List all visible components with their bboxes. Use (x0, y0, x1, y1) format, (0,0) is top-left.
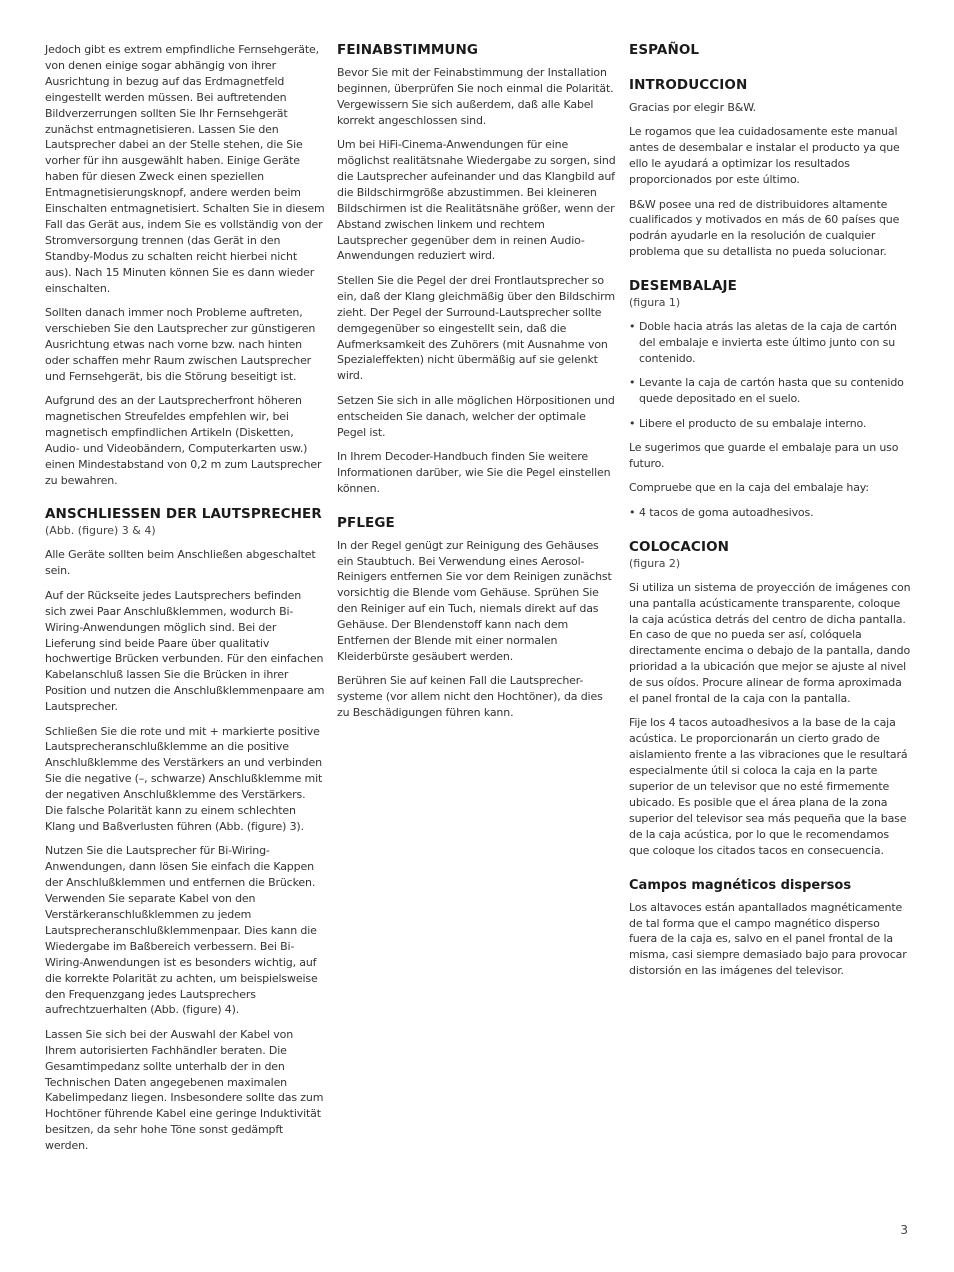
bullet-item: • Doble hacia atrás las aletas de la caja de cartón del embalaje e invierta este último junto con su contenido. (629, 319, 911, 367)
section-pflege (337, 515, 617, 721)
section-campos-magneticos (629, 877, 911, 980)
paragraph: Los altavoces están apantallados magnéticamente de tal forma que el campo magnético disperso fuera de la caja es, salvo en el panel frontal de la misma, casi siempre demasiado bajo para provocar distorsión en las imágenes del televisor. (629, 900, 907, 978)
section-heading: DESEMBALAJE (629, 278, 737, 295)
paragraph: Lassen Sie sich bei der Auswahl der Kabel von Ihrem autorisierten Fachhändler beraten. Die Gesamtimpedanz sollte unterhalb der in den Technischen Daten angegebenen maximalen Kabelimpedanz liegen. Insbesondere sollte das zum Hochtöner führende Kabel eine geringe Induktivität besitzen, da sehr hohe Töne sonst gedämpft werden. (45, 1027, 324, 1153)
paragraph: Auf der Rückseite jedes Lautsprechers befinden sich zwei Paar Anschlußklemmen, wodurch Bi-Wiring-Anwendungen möglich sind. Bei der Lieferung sind beide Paare über qualitativ hochwertige Brücken verbunden. Für den einfachen Kabelanschluß lassen Sie die Brücken in ihrer Position und nutzen die Anschlußklemmenpaare am Lautsprecher. (45, 588, 325, 714)
paragraph: Aufgrund des an der Lautsprecherfront höheren magnetischen Streufeldes empfehlen wir, bei magnetisch empfindlichen Artikeln (Disketten, Audio- und Videobändern, Computerkarten usw.) einen Mindestabstand von 0,2 m zum Lautsprecher zu bewahren. (45, 394, 322, 487)
figure-reference: (Abb. (figure) 3 & 4) (45, 524, 156, 538)
section-heading: INTRODUCCION (629, 77, 748, 93)
column-german-1 (45, 42, 325, 1163)
column-german-2 (337, 42, 617, 730)
section-colocacion (629, 539, 911, 859)
bullet-item: • Libere el producto de su embalaje interno. (629, 416, 911, 432)
page-number: 3 (900, 1223, 908, 1237)
paragraph: Gracias por elegir B&W. (629, 101, 757, 114)
section-language-title (629, 42, 911, 59)
paragraph: Schließen Sie die rote und mit + markierte positive Lautsprecheranschlußklemme an die positive Anschlußklemme des Verstärkers an und verbinden Sie die negative (–, schwarze) Anschlußklemme mit der negativen Anschlußklemme des Verstärkers. Die falsche Polarität kann zu einem schlechten Klang und Baßverlusten führen (Abb. (figure) 3). (45, 724, 323, 833)
section-tv-interference (45, 42, 325, 488)
paragraph: B&W posee una red de distribuidores altamente cualificados y motivados en más de 60 países que podrán ayudarle en la resolución de cualquier problema que su detallista no pueda solucionar. (629, 197, 900, 259)
section-heading: PFLEGE (337, 514, 395, 531)
language-heading: ESPAÑOL (629, 42, 700, 58)
paragraph: Jedoch gibt es extrem empfindliche Fernsehgeräte, von denen einige sogar abhängig von ihrer Ausrichtung in bezug auf das Erdmagnetfeld eingestellt werden müssen. Bei auftretenden Bildverzerrungen sollten Sie Ihr Fernsehgerät zunächst entmagnetisieren. Lassen Sie den Lautsprecher dabei an der Stelle stehen, die Sie vorher für ihn ausgewählt haben. Einige Geräte haben für diesen Zweck einen speziellen Entmagnetisierungsknopf, andere werden beim Einschalten entmagnetisiert. Schalten Sie in diesem Fall das Gerät aus, indem Sie es vollständig von der Stromversorgung trennen (das Gerät in den Standby-Modus zu schalten reicht hierbei nicht aus). Nach 15 Minuten können Sie es dann wieder einschalten. (45, 43, 325, 295)
section-feinabstimmung (337, 42, 617, 497)
paragraph: Bevor Sie mit der Feinabstimmung der Installation beginnen, überprüfen Sie noch einmal die Polarität. Vergewissern Sie sich außerdem, daß alle Kabel korrekt angeschlossen sind. (337, 66, 614, 127)
bullet-item: • 4 tacos de goma autoadhesivos. (629, 505, 911, 521)
section-desembalaje (629, 278, 911, 521)
section-heading: ANSCHLIESSEN DER LAUTSPRECHER (45, 506, 322, 523)
paragraph: Setzen Sie sich in alle möglichen Hörpositionen und entscheiden Sie danach, welcher der optimale Pegel ist. (337, 393, 615, 439)
paragraph: Alle Geräte sollten beim Anschließen abgeschaltet sein. (45, 548, 316, 578)
paragraph: Le rogamos que lea cuidadosamente este manual antes de desembalar e instalar el producto ya que ello le ayudará a optimizar los resultados proporcionados por este último. (629, 125, 900, 187)
paragraph: In der Regel genügt zur Reinigung des Gehäuses ein Staubtuch. Bei Verwendung eines Aerosol-Reinigers entfernen Sie vor dem Reinigen zunächst vorsichtig die Blende vom Gehäuse. Sprühen Sie den Reiniger auf ein Tuch, niemals direkt auf das Gehäuse. Der Blendenstoff kann nach dem Entfernen der Blende mit einer normalen Kleiderbürste gesäubert werden. (337, 538, 612, 663)
paragraph: Compruebe que en la caja del embalaje hay: (629, 481, 869, 495)
paragraph: Nutzen Sie die Lautsprecher für Bi-Wiring-Anwendungen, dann lösen Sie einfach die Kappen der Anschlußklemmen und entfernen die Brücken. Verwenden Sie separate Kabel von den Verstärkeranschlußklemmen zu jedem Lautsprecheranschlußklemmenpaar. Dies kann die Wiedergabe im Baßbereich verbessern. Bei Bi-Wiring-Anwendungen ist es besonders wichtig, auf die korrekte Polarität zu achten, um beispielsweise den Frequenzgang jedes Lautsprechers aufrechtzuerhalten (Abb. (figure) 4). (45, 844, 318, 1017)
paragraph: Sollten danach immer noch Probleme auftreten, verschieben Sie den Lautsprecher zur günstigeren Ausrichtung etwas nach vorne bzw. nach hinten oder schaffen mehr Raum zwischen Lautsprecher und Fernsehgerät, bis die Störung beseitigt ist. (45, 306, 316, 383)
paragraph: In Ihrem Decoder-Handbuch finden Sie weitere Informationen darüber, wie Sie die Pegel einstellen können. (337, 449, 611, 495)
section-anschliessen (45, 506, 325, 1154)
subsection-heading: Campos magnéticos dispersos (629, 877, 852, 893)
paragraph: Le sugerimos que guarde el embalaje para un uso futuro. (629, 441, 899, 470)
paragraph: Berühren Sie auf keinen Fall die Lautsprecher-systeme (vor allem nicht den Hochtöner), da dies zu Beschädigungen führen kann. (337, 674, 603, 720)
paragraph: Stellen Sie die Pegel der drei Frontlautsprecher so ein, daß der Klang gleichmäßig über den Bildschirm zieht. Der Pegel der Surround-Lautsprecher sollte demgegenüber so eingestellt sein, daß die Aufmerksamkeit des Zuhörers (mit Ausnahme von Spezialeffekten) nicht übermäßig auf sie gelenkt wird. (337, 273, 615, 383)
section-introduccion (629, 77, 911, 260)
figure-reference: (figura 1) (629, 296, 681, 310)
section-heading: FEINABSTIMMUNG (337, 42, 479, 58)
bullet-item: • Levante la caja de cartón hasta que su contenido quede depositado en el suelo. (629, 375, 911, 407)
column-spanish (629, 42, 911, 988)
paragraph: Um bei HiFi-Cinema-Anwendungen für eine möglichst realitätsnahe Wiedergabe zu sorgen, sind die Lautsprecher aufeinander und das Klangbild auf die Bildschirmgröße abzustimmen. Bei kleineren Bildschirmen ist die Realitätsnähe größer, wenn der Abstand zwischen linkem und rechtem Lautsprecher gegenüber dem in reinen Audio-Anwendungen reduziert wird. (337, 138, 616, 263)
figure-reference: (figura 2) (629, 556, 681, 570)
paragraph: Fije los 4 tacos autoadhesivos a la base de la caja acústica. Le proporcionarán un cierto grado de aislamiento frente a las vibraciones que le resultará especialmente útil si coloca la caja en la parte superior de un televisor que no esté firmemente ubicado. Es posible que el área plana de la zona superior del televisor sea más pequeña que la base de la caja acústica, por lo que le recomendamos que coloque los citados tacos en consecuencia. (629, 716, 908, 857)
paragraph: Si utiliza un sistema de proyección de imágenes con una pantalla acústicamente transparente, coloque la caja acústica detrás del centro de dicha pantalla. En caso de que no pueda ser así, colóquela directamente encima o debajo de la pantalla, dando prioridad a la ubicación que mejor se ajuste al nivel de sus oídos. Procure alinear de forma aproximada el panel frontal de la caja con la pantalla. (629, 580, 911, 706)
section-heading: COLOCACION (629, 538, 730, 555)
